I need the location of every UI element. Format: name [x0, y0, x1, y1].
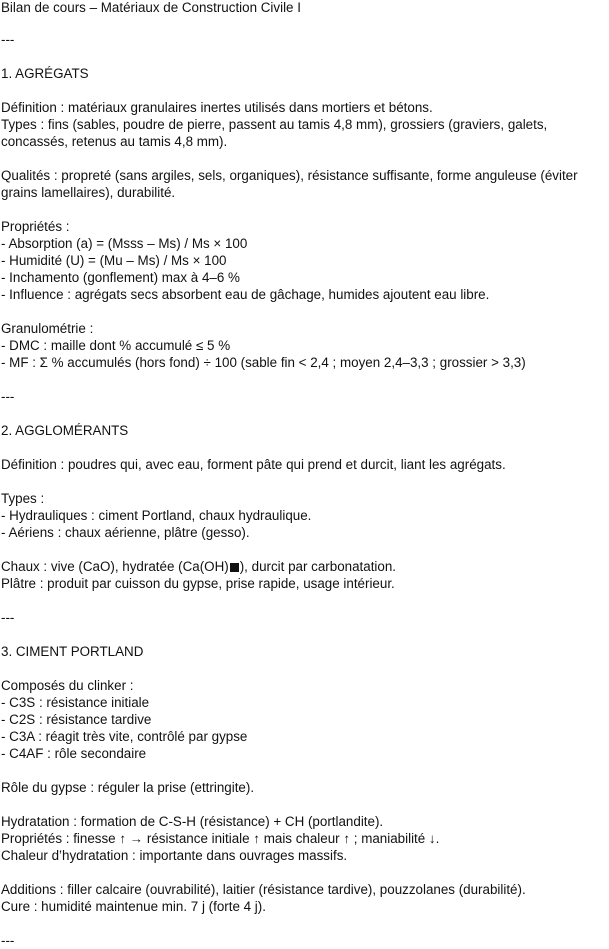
propriete-item: - Absorption (a) = (Msss – Ms) / Ms × 100: [1, 236, 248, 251]
document-title: Bilan de cours – Matériaux de Construction Civile I: [1, 0, 301, 15]
gypse-line: Rôle du gypse : réguler la prise (ettringite).: [1, 780, 255, 795]
separator: ---: [1, 32, 15, 47]
separator: ---: [1, 389, 15, 404]
section-heading-agregats: 1. AGRÉGATS: [1, 66, 89, 81]
agregats-qualites-line-1: Qualités : propreté (sans argiles, sels, organiques), résistance suffisante, forme anguleuse (éviter: [1, 168, 578, 183]
section-heading-agglomerants: 2. AGGLOMÉRANTS: [1, 423, 129, 438]
separator: ---: [1, 610, 15, 625]
compose-item: - C3A : réagit très vite, contrôlé par gypse: [1, 729, 248, 744]
section-heading-ciment: 3. CIMENT PORTLAND: [1, 644, 144, 659]
propriete-item: - Influence : agrégats secs absorbent eau de gâchage, humides ajoutent eau libre.: [1, 287, 490, 302]
missing-glyph-box-icon: [230, 563, 239, 572]
cure-line: Cure : humidité maintenue min. 7 j (forte 4 j).: [1, 899, 266, 914]
hydratation-line: Hydratation : formation de C-S-H (résistance) + CH (portlandite).: [1, 814, 384, 829]
agregats-qualites-line-2: grains lamellaires), durabilité.: [1, 185, 176, 200]
agglomerants-types-heading: Types :: [1, 491, 45, 506]
propriete-item: - Inchamento (gonflement) max à 4–6 %: [1, 270, 240, 285]
agregats-types-line-2: concassés, retenus au tamis 4,8 mm).: [1, 134, 228, 149]
compose-item: - C3S : résistance initiale: [1, 695, 150, 710]
chaux-text-prefix: Chaux : vive (CaO), hydratée (Ca(OH): [1, 559, 229, 574]
chaux-text-suffix: ), durcit par carbonatation.: [239, 559, 397, 574]
separator: ---: [1, 933, 15, 948]
composes-heading: Composés du clinker :: [1, 678, 134, 693]
granulometrie-item: - MF : Σ % accumulés (hors fond) ÷ 100 (sable fin < 2,4 ; moyen 2,4–3,3 ; grossier > 3,3): [1, 355, 526, 370]
ciment-proprietes-line: Propriétés : finesse ↑ → résistance initiale ↑ mais chaleur ↑ ; maniabilité ↓.: [1, 831, 440, 846]
proprietes-heading: Propriétés :: [1, 219, 70, 234]
compose-item: - C2S : résistance tardive: [1, 712, 152, 727]
chaleur-line: Chaleur d’hydratation : importante dans ouvrages massifs.: [1, 848, 348, 863]
agregats-types-line-1: Types : fins (sables, poudre de pierre, passent au tamis 4,8 mm), grossiers (graviers, galets,: [1, 117, 548, 132]
compose-item: - C4AF : rôle secondaire: [1, 746, 147, 761]
platre-line: Plâtre : produit par cuisson du gypse, prise rapide, usage intérieur.: [1, 576, 395, 591]
granulometrie-heading: Granulométrie :: [1, 321, 94, 336]
agglomerant-type-item: - Hydrauliques : ciment Portland, chaux hydraulique.: [1, 508, 312, 523]
chaux-line: [1, 558, 609, 575]
agglomerants-definition: Définition : poudres qui, avec eau, forment pâte qui prend et durcit, liant les agrégats.: [1, 457, 506, 472]
propriete-item: - Humidité (U) = (Mu – Ms) / Ms × 100: [1, 253, 227, 268]
agregats-definition: Définition : matériaux granulaires inertes utilisés dans mortiers et bétons.: [1, 100, 433, 115]
additions-line: Additions : filler calcaire (ouvrabilité), laitier (résistance tardive), pouzzolanes (durabilité).: [1, 882, 526, 897]
granulometrie-item: - DMC : maille dont % accumulé ≤ 5 %: [1, 338, 231, 353]
agglomerant-type-item: - Aériens : chaux aérienne, plâtre (gesso).: [1, 525, 250, 540]
